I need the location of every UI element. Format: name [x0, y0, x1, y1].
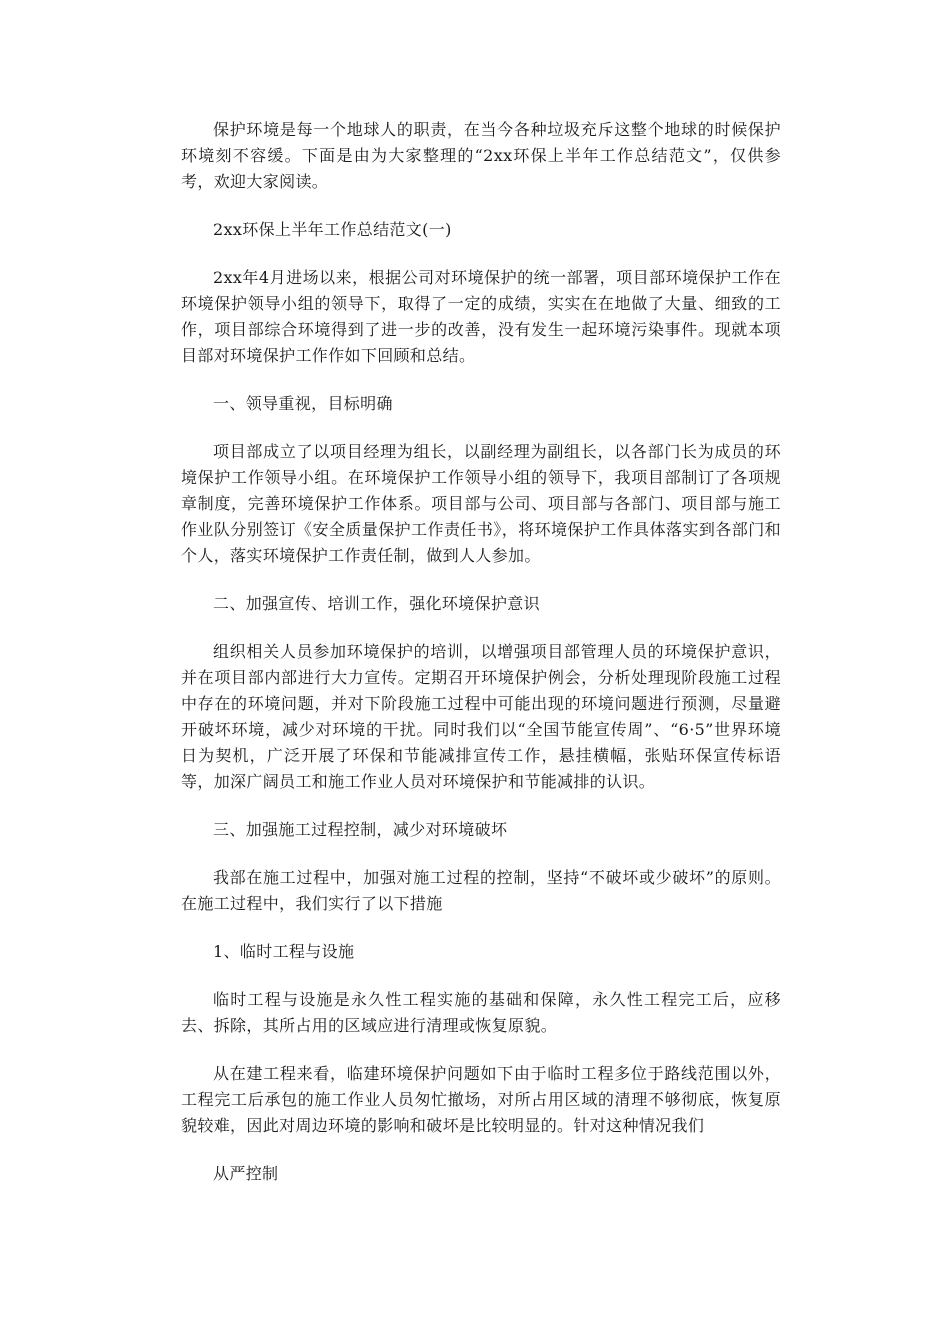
article-title: 2xx环保上半年工作总结范文(一): [213, 220, 452, 239]
section-heading-3: 三、加强施工过程控制，减少对环境破坏: [213, 820, 508, 839]
subsection-paragraph-2: 从在建工程来看，临建环境保护问题如下由于临时工程多位于路线范围以外，工程完工后承包的施工作业人员匆忙撤场，对所占用区域的清理不够彻底，恢复原貌较难，因此对周边环境的影响和破坏是比较明显的。针对这种情况我们: [181, 1064, 781, 1135]
section-heading-2: 二、加强宣传、培训工作，强化环境保护意识: [213, 594, 541, 613]
overview-paragraph: 2xx年4月进场以来，根据公司对环境保护的统一部署，项目部环境保护工作在环境保护领导小组的领导下，取得了一定的成绩，实实在在地做了大量、细致的工作，项目部综合环境得到了进一步的改善，没有发生一起环境污染事件。现就本项目部对环境保护工作作如下回顾和总结。: [181, 268, 781, 365]
section-paragraph-3: 我部在施工过程中，加强对施工过程的控制，坚持“不破坏或少破坏”的原则。在施工过程中，我们实行了以下措施: [181, 868, 781, 913]
document-body: [181, 117, 781, 1209]
section-paragraph-2: 组织相关人员参加环境保护的培训，以增强项目部管理人员的环境保护意识，并在项目部内部进行大力宣传。定期召开环境保护例会，分析处理现阶段施工过程中存在的环境问题，并对下阶段施工过程中可能出现的环境问题进行预测，尽量避开破坏环境，减少对环境的干扰。同时我们以“全国节能宣传周”、“6·5”世界环境日为契机，广泛开展了环保和节能减排宣传工作，悬挂横幅，张贴环保宣传标语等，加深广阔员工和施工作业人员对环境保护和节能减排的认识。: [181, 642, 781, 791]
section-paragraph-1: 项目部成立了以项目经理为组长，以副经理为副组长，以各部门长为成员的环境保护工作领导小组。在环境保护工作领导小组的领导下，我项目部制订了各项规章制度，完善环境保护工作体系。项目部与公司、项目部与各部门、项目部与施工作业队分别签订《安全质量保护工作责任书》，将环境保护工作具体落实到各部门和个人，落实环境保护工作责任制，做到人人参加。: [181, 442, 781, 565]
intro-paragraph: 保护环境是每一个地球人的职责，在当今各种垃圾充斥这整个地球的时候保护环境刻不容缓。下面是由为大家整理的“2xx环保上半年工作总结范文”，仅供参考，欢迎大家阅读。: [181, 120, 781, 191]
subsection-heading-2: 从严控制: [213, 1164, 279, 1183]
subsection-heading-1: 1、临时工程与设施: [213, 942, 355, 961]
subsection-paragraph-1: 临时工程与设施是永久性工程实施的基础和保障，永久性工程完工后，应移去、拆除，其所占用的区域应进行清理或恢复原貌。: [181, 990, 781, 1035]
section-heading-1: 一、领导重视，目标明确: [213, 394, 393, 413]
